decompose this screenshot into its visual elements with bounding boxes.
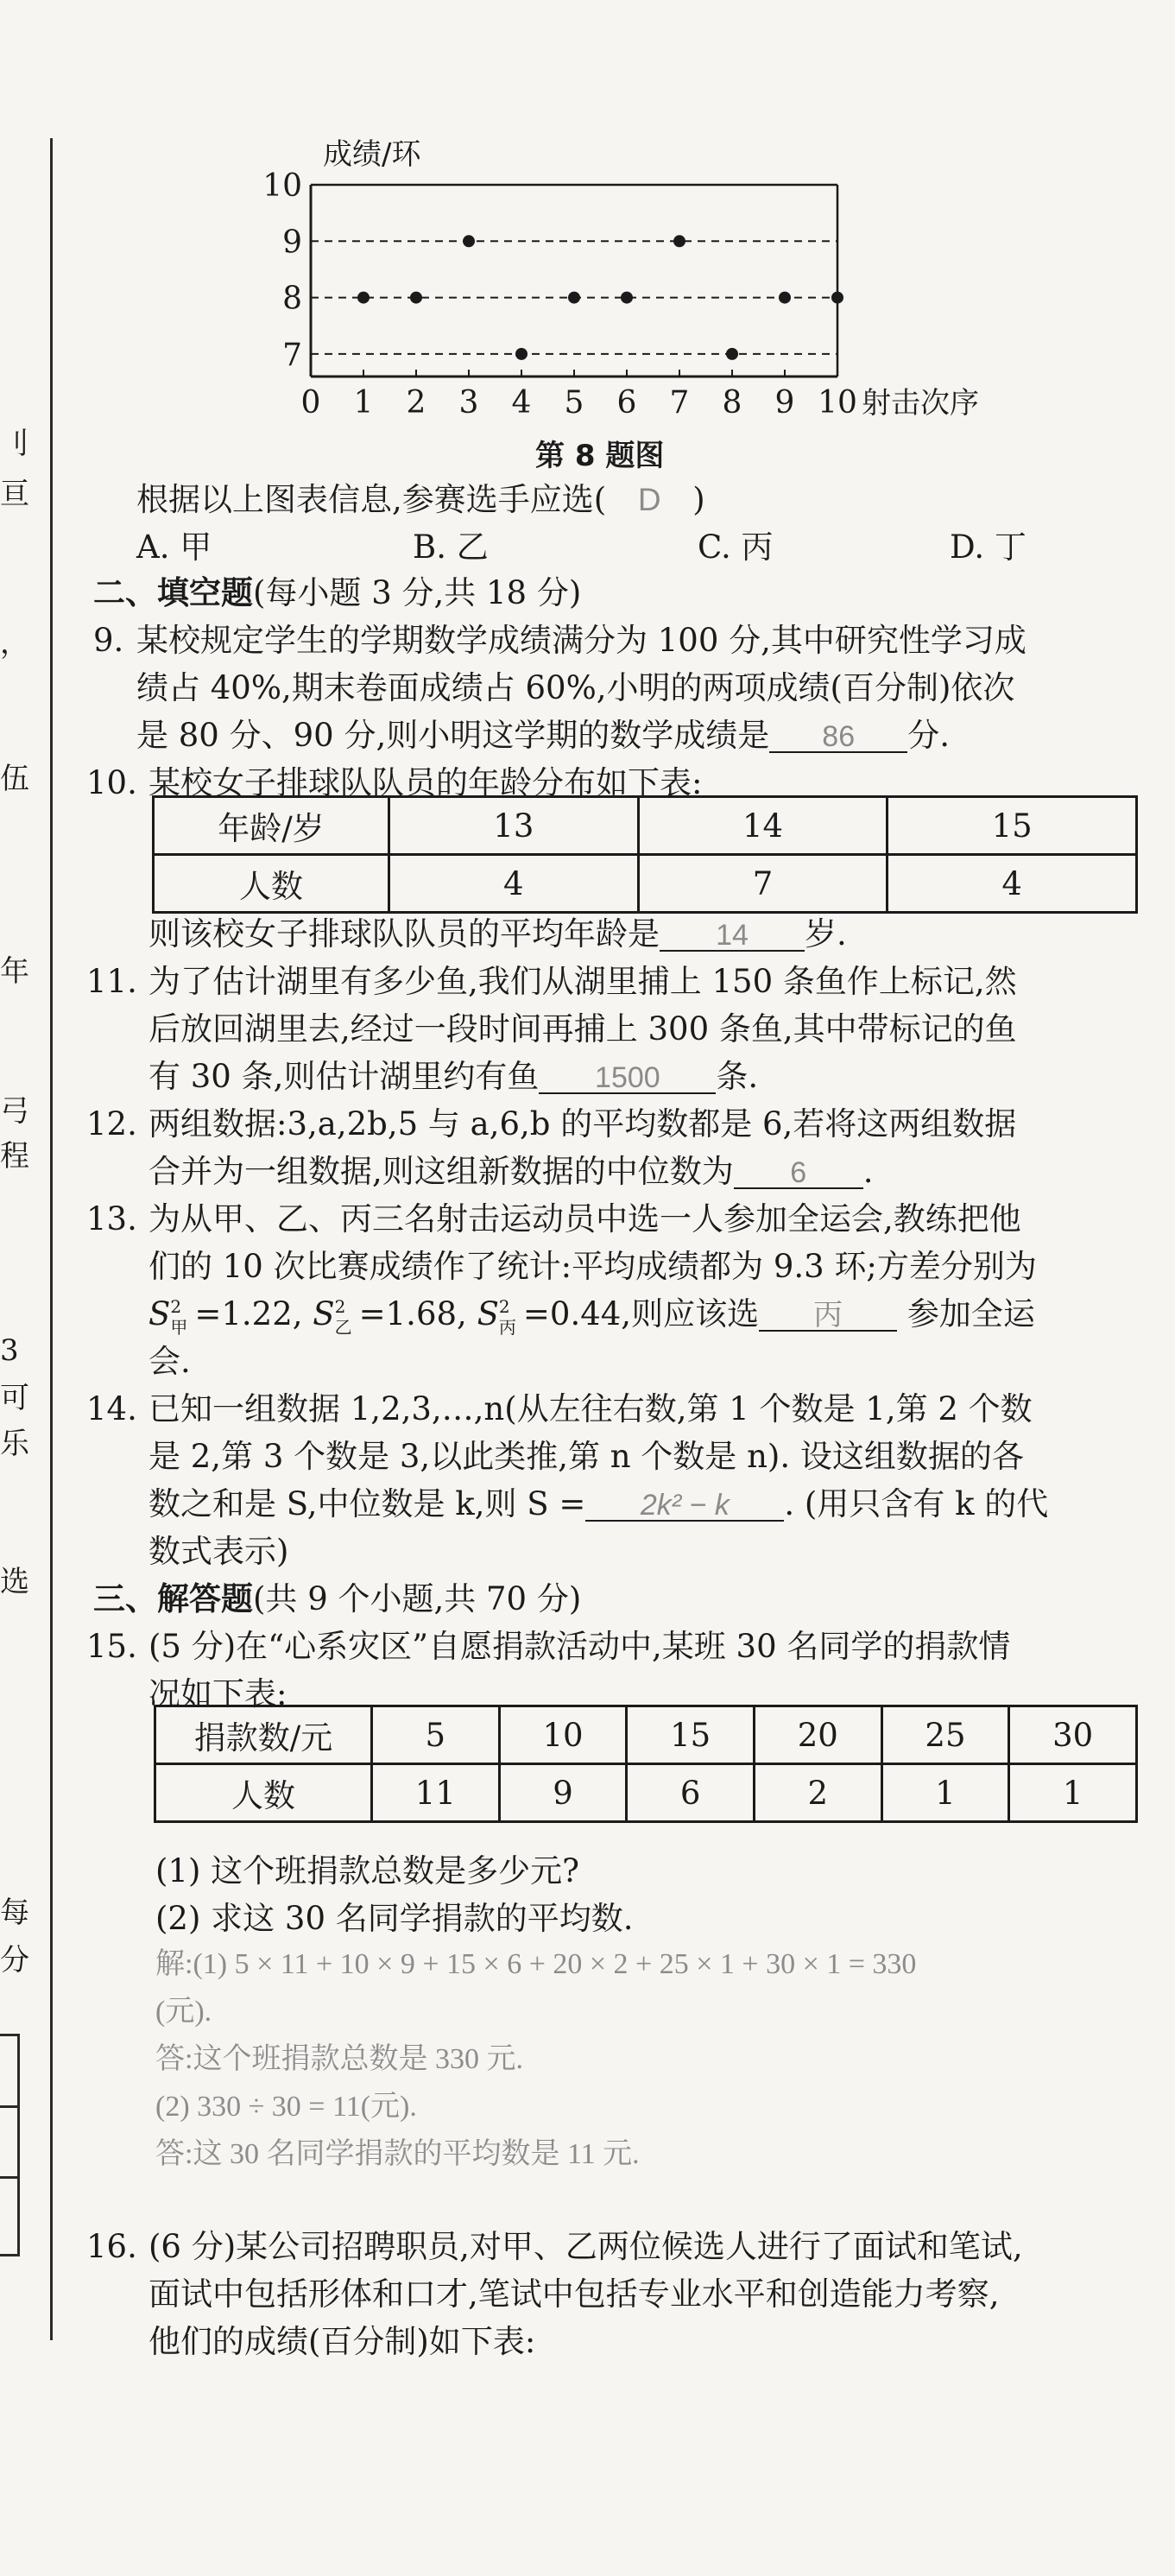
x-tick-label: 9 [774, 385, 795, 421]
margin-glyph: 年 [0, 954, 29, 989]
q13-line-2: 们的 10 次比赛成绩作了统计:平均成绩都为 9.3 环;方差分别为 [148, 1248, 1037, 1285]
q14-line-2: 是 2,第 3 个数是 3,以此类推,第 n 个数是 n). 设这组数据的各 [148, 1438, 1024, 1475]
table-cell: 20 [754, 1706, 881, 1764]
q15-solution-1: 解:(1) 5 × 11 + 10 × 9 + 15 × 6 + 20 × 2 + 25 × 1 + 30 × 1 = 330 [155, 1948, 917, 1980]
q14-number: 14. [86, 1390, 137, 1427]
x-tick-label: 10 [818, 385, 857, 421]
section-3-heading: 三、解答题(共 9 个小题,共 70 分) [93, 1580, 582, 1617]
chart-caption: 第 8 题图 [535, 439, 665, 473]
section-2-heading: 二、填空题(每小题 3 分,共 18 分) [93, 574, 582, 611]
q15-solution-2: (元). [155, 1996, 212, 2028]
y-tick-label: 10 [262, 168, 302, 204]
x-tick-label: 0 [300, 385, 321, 421]
table-cell: 25 [881, 1706, 1009, 1764]
q15-line-2: 况如下表: [148, 1675, 287, 1712]
q8-option-c: C. 丙 [698, 528, 774, 566]
x-tick-label: 1 [353, 385, 374, 421]
y-tick-label: 7 [282, 337, 302, 373]
q13-line-1: 为从甲、乙、丙三名射击运动员中选一人参加全运会,教练把他 [148, 1200, 1021, 1237]
margin-glyph: 每 [0, 1896, 29, 1930]
q16-number: 16. [86, 2228, 137, 2265]
table-cell: 2 [754, 1764, 881, 1822]
table-row [155, 1764, 1137, 1822]
table-cell: 15 [627, 1706, 755, 1764]
x-tick-label: 4 [511, 385, 532, 421]
q15-solution-3: 答:这个班捐款总数是 330 元. [155, 2043, 523, 2075]
table-cell: 15 [888, 797, 1137, 855]
margin-glyph: 可 [0, 1381, 29, 1415]
q8-answer: D [637, 482, 661, 517]
table-cell: 人数 [155, 1764, 372, 1822]
q14-line-3: 数之和是 S,中位数是 k,则 S = 2k² − k . (用只含有 k 的代 [148, 1485, 1049, 1522]
y-tick-label: 9 [282, 225, 302, 261]
q13-number: 13. [86, 1200, 137, 1237]
margin-glyph: ， [0, 626, 29, 661]
margin-rule [50, 138, 53, 2340]
data-point [621, 292, 633, 304]
margin-glyph: 程 [0, 1139, 29, 1174]
q14-line-4: 数式表示) [148, 1533, 289, 1570]
q10-number: 10. [86, 764, 137, 801]
q9-number: 9. [93, 622, 124, 659]
q9-line-1: 某校规定学生的学期数学成绩满分为 100 分,其中研究性学习成 [136, 622, 1027, 659]
x-axis-label: 射击次序 [862, 386, 979, 421]
q15-sub-2: (2) 求这 30 名同学捐款的平均数. [155, 1900, 634, 1937]
q11-line-2: 后放回湖里去,经过一段时间再捕上 300 条鱼,其中带标记的鱼 [148, 1010, 1017, 1047]
table-cell: 30 [1009, 1706, 1137, 1764]
q8-stem: 根据以上图表信息,参赛选手应选( D ) [136, 481, 705, 518]
margin-glyph: 刂 [0, 427, 29, 461]
donation-table [154, 1705, 1138, 1823]
q12-answer: 6 [734, 1158, 863, 1189]
x-tick-label: 2 [406, 385, 426, 421]
q11-answer: 1500 [539, 1063, 716, 1094]
table-cell: 9 [499, 1764, 627, 1822]
q15-solution-4: (2) 330 ÷ 30 = 11(元). [155, 2091, 417, 2123]
table-cell: 11 [372, 1764, 500, 1822]
margin-table-fragment [0, 2034, 20, 2256]
q8-option-a: A. 甲 [136, 528, 212, 566]
q12-line-1: 两组数据:3,a,2b,5 与 a,6,b 的平均数都是 6,若将这两组数据 [148, 1105, 1017, 1142]
q14-answer: 2k² − k [585, 1491, 784, 1522]
age-table [152, 795, 1138, 914]
table-cell: 6 [627, 1764, 755, 1822]
q9-answer: 86 [769, 722, 907, 753]
data-point [831, 292, 843, 304]
x-tick-label: 3 [458, 385, 479, 421]
data-point [568, 292, 580, 304]
q10-question: 则该校女子排球队队员的平均年龄是 14 岁. [148, 915, 847, 953]
q11-line-3: 有 30 条,则估计湖里约有鱼 1500 条. [148, 1058, 759, 1095]
table-cell: 5 [372, 1706, 500, 1764]
q10-answer: 14 [660, 921, 805, 952]
table-cell: 1 [881, 1764, 1009, 1822]
q14-line-1: 已知一组数据 1,2,3,…,n(从左往右数,第 1 个数是 1,第 2 个数 [148, 1390, 1033, 1427]
margin-glyph: 弓 [0, 1094, 29, 1129]
table-cell: 年龄/岁 [154, 797, 389, 855]
table-row [154, 797, 1137, 855]
q9-line-3: 是 80 分、90 分,则小明这学期的数学成绩是 86 分. [136, 717, 950, 754]
table-cell: 4 [389, 855, 639, 913]
table-cell: 10 [499, 1706, 627, 1764]
x-tick-label: 5 [564, 385, 584, 421]
data-point [779, 292, 791, 304]
q9-line-2: 绩占 40%,期末卷面成绩占 60%,小明的两项成绩(百分制)依次 [136, 669, 1015, 706]
table-cell: 4 [888, 855, 1137, 913]
table-cell: 13 [389, 797, 639, 855]
table-row [155, 1706, 1137, 1764]
margin-glyph: 选 [0, 1565, 29, 1599]
x-tick-label: 8 [722, 385, 742, 421]
y-tick-label: 8 [282, 281, 302, 317]
q10-stem: 某校女子排球队队员的年龄分布如下表: [148, 764, 703, 801]
q13-line-3: S 2 甲 =1.22, S 2 乙 =1.68, S 2 丙 =0.44,则应该选 丙 参加全运 [148, 1295, 1035, 1338]
q11-number: 11. [86, 963, 137, 1000]
q11-line-1: 为了估计湖里有多少鱼,我们从湖里捕上 150 条鱼作上标记,然 [148, 963, 1017, 1000]
q13-line-4: 会. [148, 1343, 191, 1380]
shooting-score-chart [262, 121, 1036, 432]
margin-glyph: 乐 [0, 1427, 29, 1461]
x-tick-label: 6 [616, 385, 637, 421]
table-cell: 1 [1009, 1764, 1137, 1822]
q8-option-d: D. 丁 [950, 528, 1027, 566]
x-tick-label: 7 [669, 385, 690, 421]
data-point [673, 235, 685, 247]
data-point [463, 235, 475, 247]
table-cell: 7 [638, 855, 888, 913]
table-row [154, 855, 1137, 913]
data-point [515, 348, 527, 360]
table-cell: 捐款数/元 [155, 1706, 372, 1764]
q13-answer: 丙 [759, 1301, 897, 1332]
table-cell: 人数 [154, 855, 389, 913]
q16-line-1: (6 分)某公司招聘职员,对甲、乙两位候选人进行了面试和笔试, [148, 2228, 1023, 2265]
q8-option-b: B. 乙 [413, 528, 489, 566]
q15-solution-5: 答:这 30 名同学捐款的平均数是 11 元. [155, 2138, 640, 2170]
q12-number: 12. [86, 1105, 137, 1142]
margin-glyph: 分 [0, 1943, 29, 1978]
q12-line-2: 合并为一组数据,则这组新数据的中位数为 6 . [148, 1153, 874, 1190]
y-axis-label: 成绩/环 [323, 137, 421, 172]
q15-sub-1: (1) 这个班捐款总数是多少元? [155, 1852, 580, 1889]
q16-line-3: 他们的成绩(百分制)如下表: [148, 2323, 536, 2360]
data-point [410, 292, 422, 304]
q15-line-1: (5 分)在“心系灾区”自愿捐款活动中,某班 30 名同学的捐款情 [148, 1628, 1011, 1665]
data-point [726, 348, 738, 360]
data-point [357, 292, 370, 304]
table-cell: 14 [638, 797, 888, 855]
q16-line-2: 面试中包括形体和口才,笔试中包括专业水平和创造能力考察, [148, 2275, 1000, 2313]
margin-glyph: 3 [0, 1333, 19, 1368]
q15-number: 15. [86, 1628, 137, 1665]
margin-glyph: 伍 [0, 762, 29, 796]
margin-glyph: 亘 [0, 477, 29, 511]
